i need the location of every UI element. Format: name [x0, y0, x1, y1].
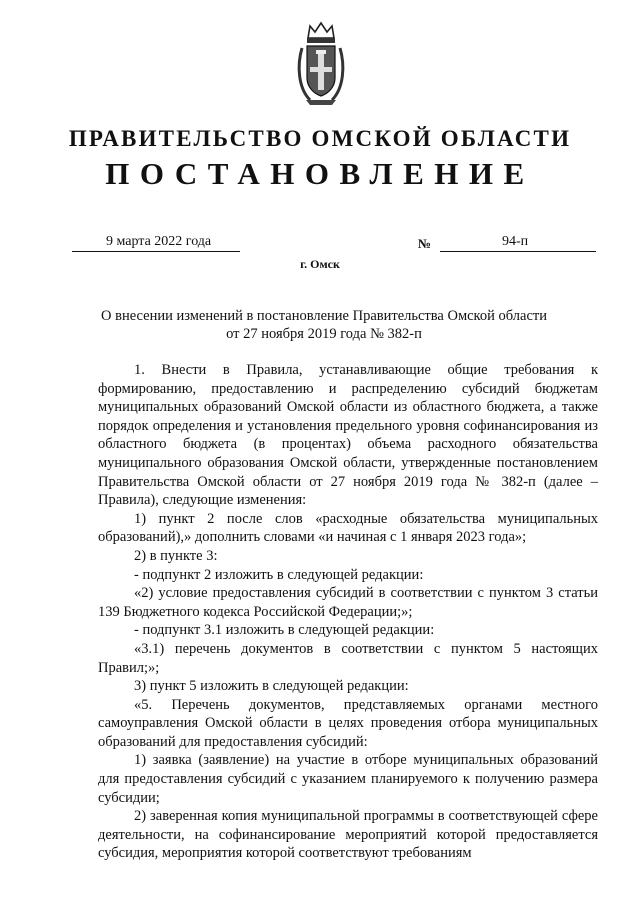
paragraph: «3.1) перечень документов в соответствии с пунктом 5 настоящих Правил;»; — [98, 640, 598, 676]
paragraph: - подпункт 3.1 изложить в следующей редакции: — [134, 622, 435, 639]
government-title: ПРАВИТЕЛЬСТВО ОМСКОЙ ОБЛАСТИ — [68, 126, 572, 151]
document-type-title: ПОСТАНОВЛЕНИЕ — [105, 156, 535, 191]
paragraph: «2) условие предоставления субсидий в соответствии с пунктом 3 статьи 139 Бюджетного кодекса Российской Федерации;»; — [98, 585, 598, 620]
subject-line-2: от 27 ноября 2019 года № 382-п — [226, 326, 422, 342]
paragraph: 1) пункт 2 после слов «расходные обязательства муниципальных образований),» дополнить словами «и начиная с 1 января 2023 года»; — [98, 510, 598, 546]
document-subject — [60, 307, 588, 343]
paragraph: 3) пункт 5 изложить в следующей редакции: — [134, 678, 409, 695]
paragraph: 2) в пункте 3: — [134, 547, 218, 564]
document-number-field — [440, 236, 596, 252]
paragraph: 1) заявка (заявление) на участие в отборе муниципальных образований для предоставления субсидий с указанием планируемого к получению размера субсидии; — [98, 752, 598, 806]
paragraph: «5. Перечень документов, представляемых органами местного самоуправления Омской области в целях проведения отбора муниципальных образований для предоставления субсидий: — [98, 696, 598, 750]
document-number: 94-п — [502, 234, 529, 249]
city-label: г. Омск — [300, 257, 340, 271]
paragraph: 2) заверенная копия муниципальной программы в соответствующей сфере деятельности, на софинансирование мероприятий которой предоставляется субсидия, мероприятия которой соответствуют требованиям — [98, 808, 598, 862]
number-sign: № — [418, 236, 432, 251]
document-body — [98, 361, 598, 863]
subject-line-1: О внесении изменений в постановление Правительства Омской области — [101, 308, 547, 324]
paragraph: 1. Внести в Правила, устанавливающие общие требования к формированию, предоставлению и распределению субсидий бюджетам муниципальных образований Омской области из областного бюджета, а также порядок определения и установления предельного уровня софинансирования из областного бюджета (в процентах) объема расходного обязательства муниципального образования Омской области, утвержденные постановлением Правительства Омской области от 27 ноября 2019 года № 382-п (далее – Правила), следующие изменения: — [98, 362, 598, 509]
paragraph: - подпункт 2 изложить в следующей редакции: — [134, 566, 424, 583]
document-date-field — [72, 236, 240, 252]
document-date: 9 марта 2022 года — [106, 234, 212, 249]
coat-of-arms-icon — [296, 20, 346, 106]
